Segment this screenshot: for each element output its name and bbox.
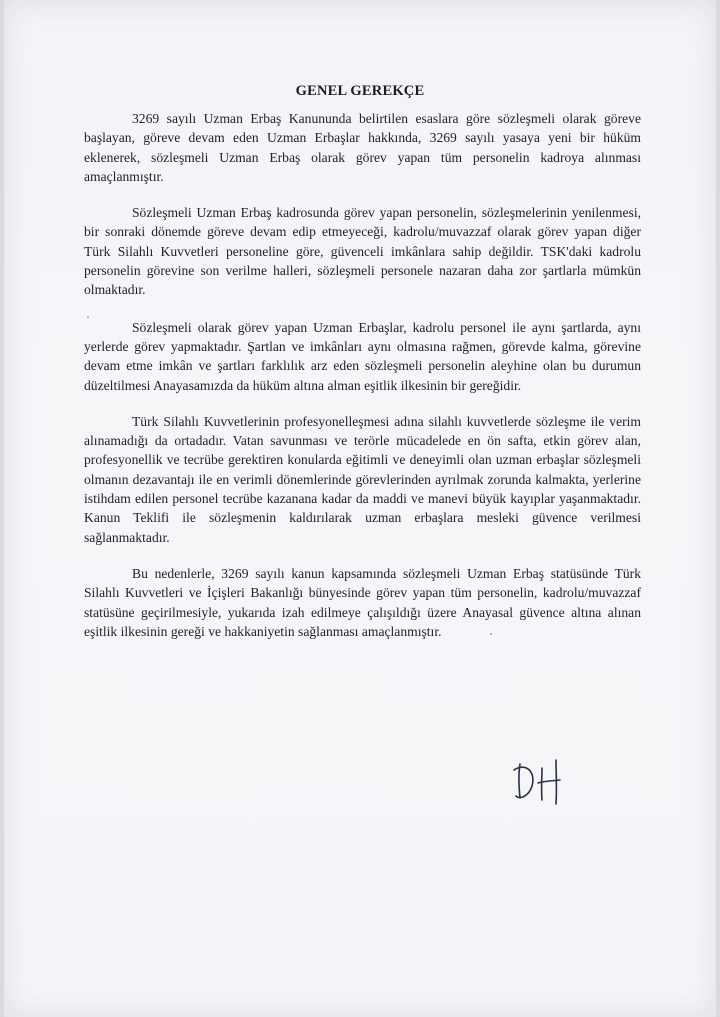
paragraph-1: 3269 sayılı Uzman Erbaş Kanununda belirtilen esaslara göre sözleşmeli olarak göreve başlayan, göreve devam eden Uzman Erbaşlar hakkında, 3269 sayılı yasaya yeni bir hüküm eklenerek, sözleşmeli Uzman Erbaş olarak görev yapan tüm personelin kadroya alınması amaçlanmıştır. xyxy=(84,111,641,184)
paragraph-5: Bu nedenlerle, 3269 sayılı kanun kapsamında sözleşmeli Uzman Erbaş statüsünde Türk Silahlı Kuvvetleri ve İçişleri Bakanlığı bünyesinde görev yapan tüm personelin, kadrolu/muvazzaf statüsüne geçirilmesiyle, yukarıda izah edilmeye çalışıldığı üzere Anayasal güvence altına alınan eşitlik ilkesinin gereği ve hakkaniyetin sağlanması amaçlanmıştır. xyxy=(84,565,641,639)
paragraph-4: Türk Silahlı Kuvvetlerinin profesyonelleşmesi adına silahlı kuvvetlerde sözleşme ile verim alınamadığı da ortadadır. Vatan savunması ve terörle mücadelede en ön safta, etkin görev alan, profesyonellik ve tecrübe gerektiren konularda eğitimli ve deneyimli olan uzman erbaşlar sözleşmeli olmanın dezavantajı ile en verimli dönemlerinde görevlerinden ayrılmak zorunda kalmakta, yerlerine istihdam edilen personel tecrübe kazanana kadar da maddi ve manevi büyük kayıplar yaşanmaktadır. Kanun Teklifi ile sözleşmenin kaldırılarak uzman erbaşlara mesleki güvence verilmesi sağlanmaktadır. xyxy=(84,413,641,545)
paragraph-2: Sözleşmeli Uzman Erbaş kadrosunda görev yapan personelin, sözleşmelerinin yenilenmesi, bir sonraki dönemde göreve devam edip etmeyeceği, kadrolu/muvazzaf olarak görev yapan diğer Türk Silahlı Kuvvetleri personeline göre, güvenceli imkânlara sahip değildir. TSK'daki kadrolu personelin görevine son verilme halleri, sözleşmeli personele nazaran daha zor şartlarla mümkün olmaktadır. xyxy=(84,205,641,298)
document-body xyxy=(84,109,641,657)
handwritten-signature xyxy=(508,756,568,806)
paragraph-3: Sözleşmeli olarak görev yapan Uzman Erbaşlar, kadrolu personel ile aynı şartlarda, aynı yerlerde görev yapmaktadır. Şartlan ve imkânları aynı olmasına rağmen, görevde kalma, görevine devam etme imkân ve şartları farklılık arz eden sözleşmeli personelin aleyhine olan bu durumun düzeltilmesi Anayasamızda da hüküm altına alman eşitlik ilkesinin bir gereğidir. xyxy=(84,319,641,393)
document-title: GENEL GEREKÇE xyxy=(295,83,425,99)
